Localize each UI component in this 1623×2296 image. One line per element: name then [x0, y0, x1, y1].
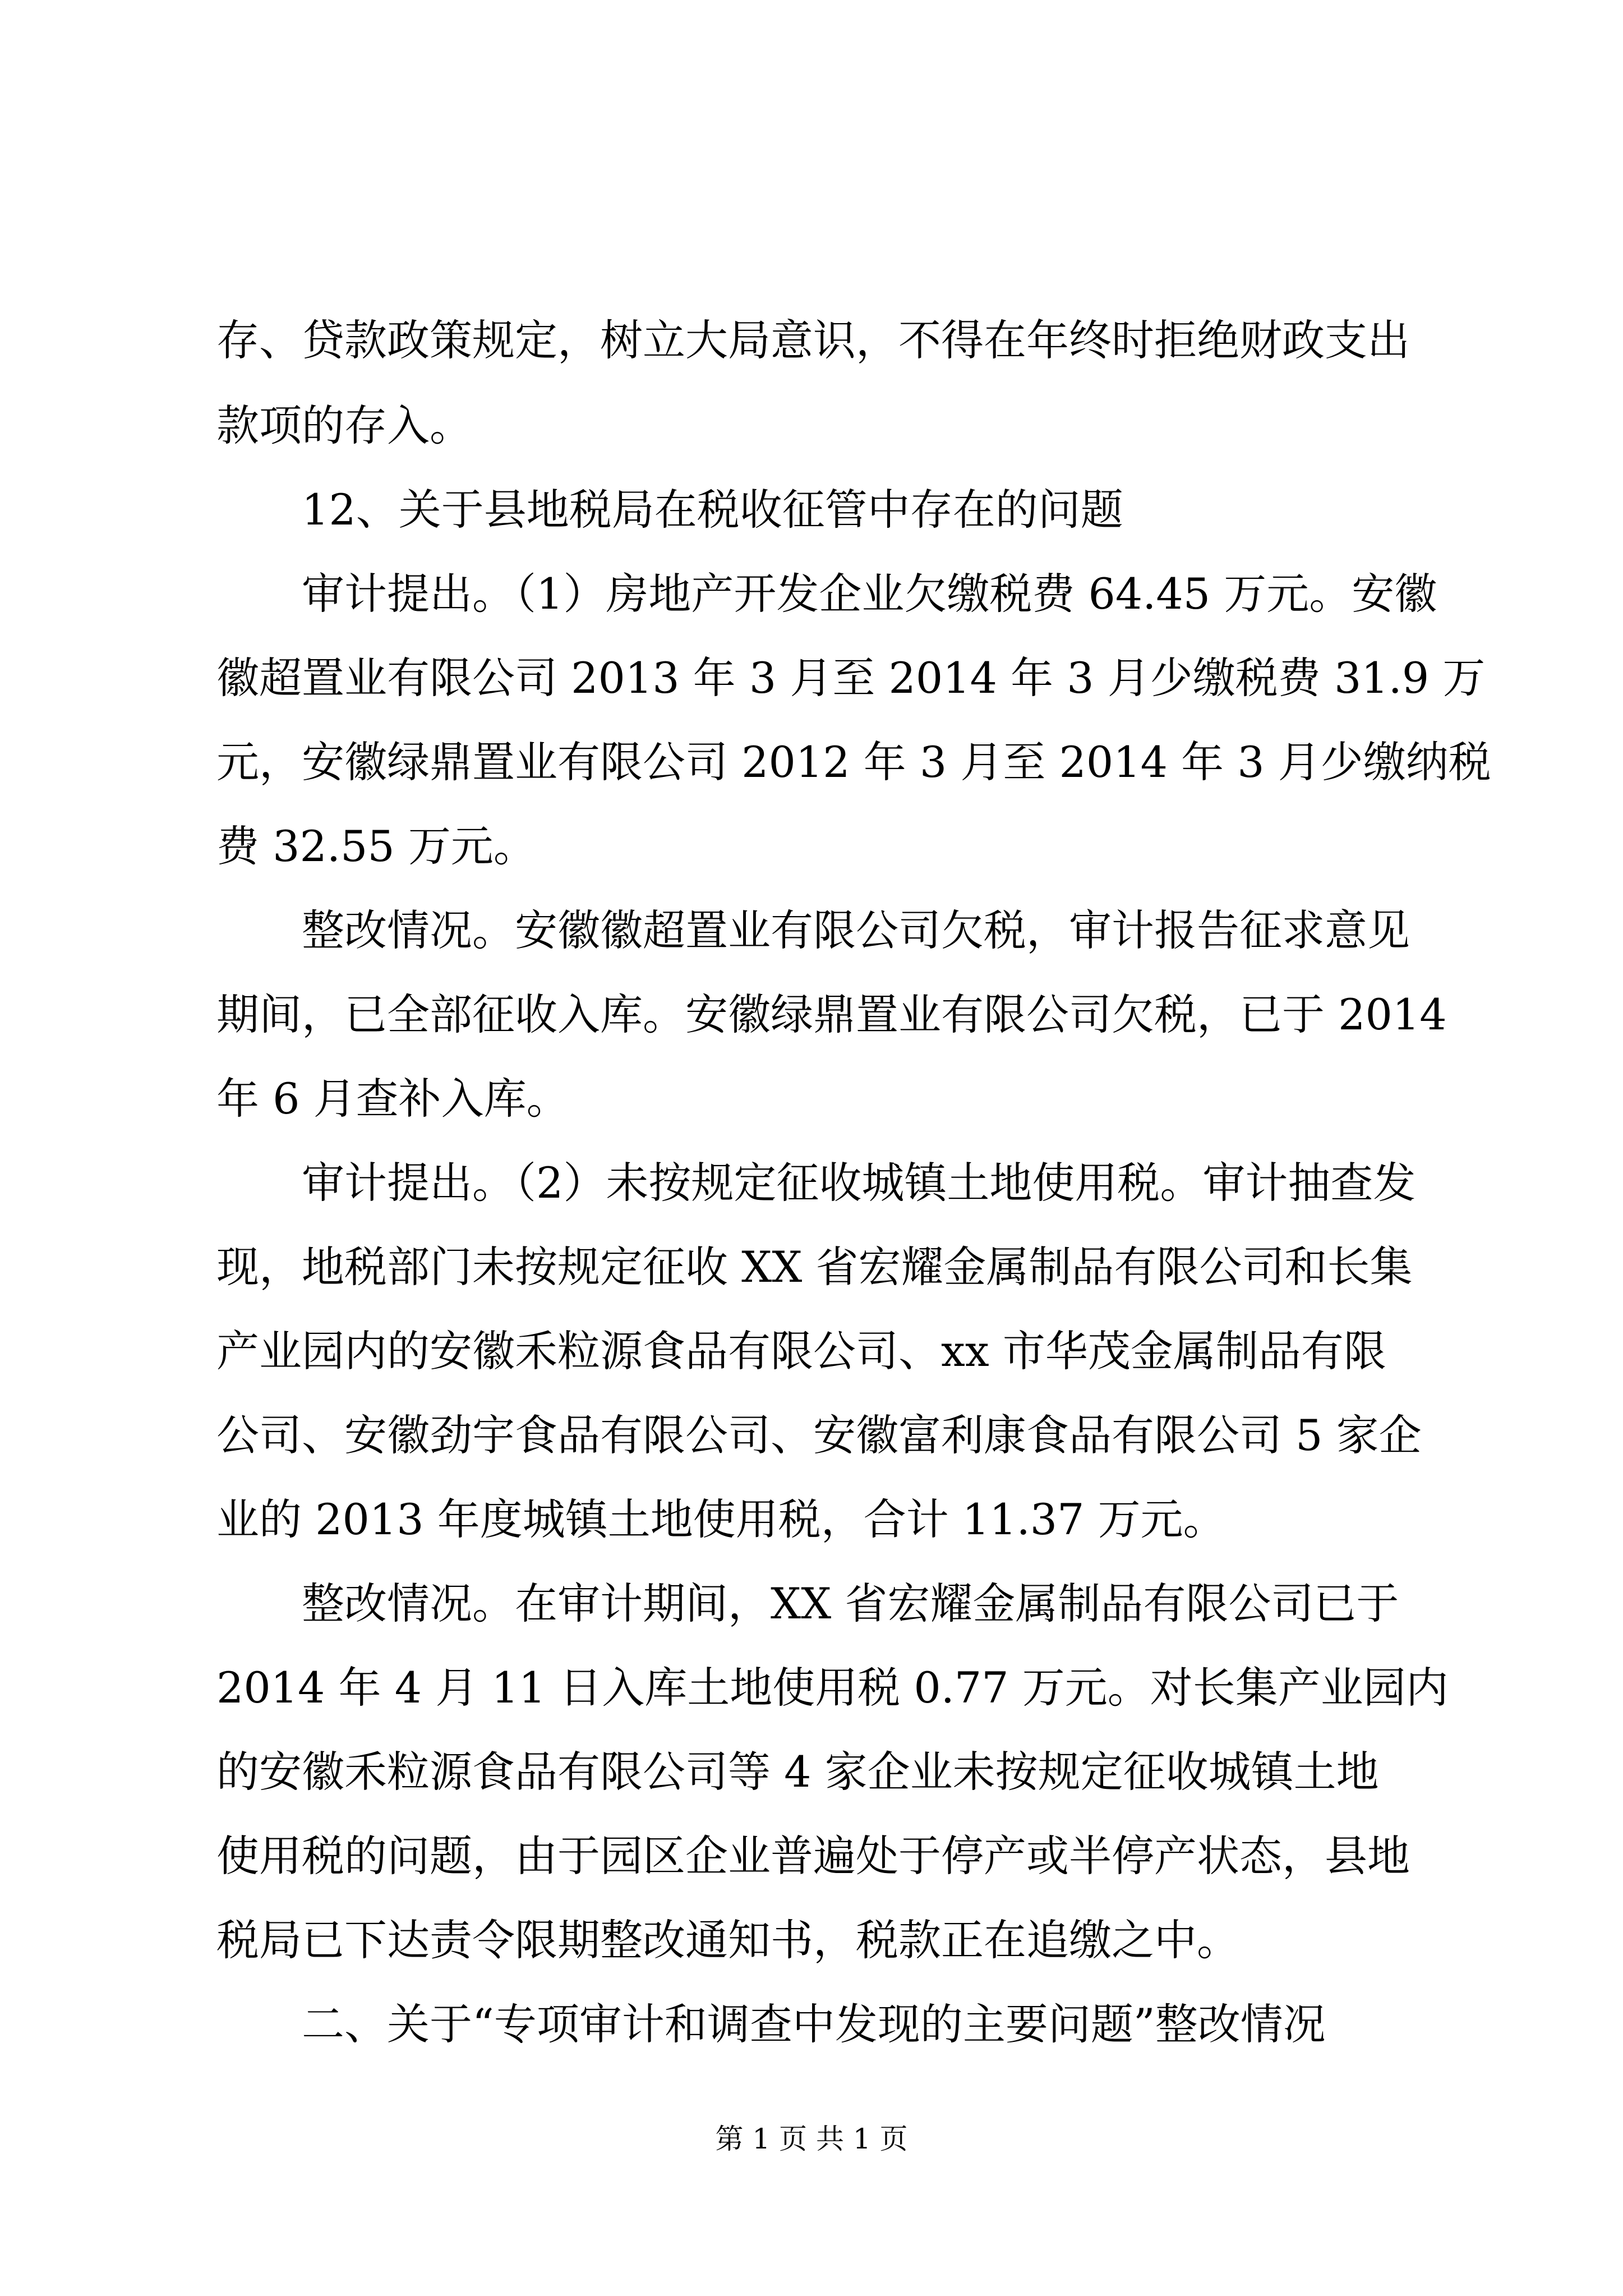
text-line: 期间，已全部征收入库。安徽绿鼎置业有限公司欠税，已于 2014 — [216, 990, 1447, 1039]
section-heading: 12、关于县地税局在税收征管中存在的问题 — [216, 485, 1123, 535]
section-heading: 二、关于“专项审计和调查中发现的主要问题”整改情况 — [216, 1999, 1326, 2049]
text-line: 费 32.55 万元。 — [216, 821, 536, 871]
text-line: 年 6 月查补入库。 — [216, 1074, 569, 1124]
document-body — [216, 297, 1491, 2067]
text-line: 使用税的问题，由于园区企业普遍处于停产或半停产状态，县地 — [216, 1831, 1410, 1881]
text-line: 审计提出。（2）未按规定征收城镇土地使用税。审计抽查发 — [216, 1158, 1416, 1208]
text-line: 款项的存入。 — [216, 401, 472, 450]
text-line: 审计提出。（1）房地产开发企业欠缴税费 64.45 万元。安徽 — [216, 569, 1437, 619]
text-line: 税局已下达责令限期整改通知书，税款正在追缴之中。 — [216, 1915, 1239, 1965]
text-line: 2014 年 4 月 11 日入库土地使用税 0.77 万元。对长集产业园内 — [216, 1663, 1449, 1713]
text-line: 整改情况。安徽徽超置业有限公司欠税，审计报告征求意见 — [216, 905, 1410, 955]
text-line: 整改情况。在审计期间，XX 省宏耀金属制品有限公司已于 — [216, 1579, 1399, 1628]
text-line: 现，地税部门未按规定征收 XX 省宏耀金属制品有限公司和长集 — [216, 1242, 1413, 1292]
text-line: 产业园内的安徽禾粒源食品有限公司、xx 市华茂金属制品有限 — [216, 1326, 1386, 1376]
text-line: 公司、安徽劲宇食品有限公司、安徽富利康食品有限公司 5 家企 — [216, 1410, 1422, 1460]
text-line: 业的 2013 年度城镇土地使用税，合计 11.37 万元。 — [216, 1494, 1226, 1544]
text-line: 存、贷款政策规定，树立大局意识，不得在年终时拒绝财政支出 — [216, 315, 1410, 365]
text-line: 徽超置业有限公司 2013 年 3 月至 2014 年 3 月少缴税费 31.9 万 — [216, 653, 1486, 703]
text-line: 元，安徽绿鼎置业有限公司 2012 年 3 月至 2014 年 3 月少缴纳税 — [216, 737, 1491, 787]
page-footer: 第 1 页 共 1 页 — [715, 2123, 908, 2155]
text-line: 的安徽禾粒源食品有限公司等 4 家企业未按规定征收城镇土地 — [216, 1747, 1379, 1797]
